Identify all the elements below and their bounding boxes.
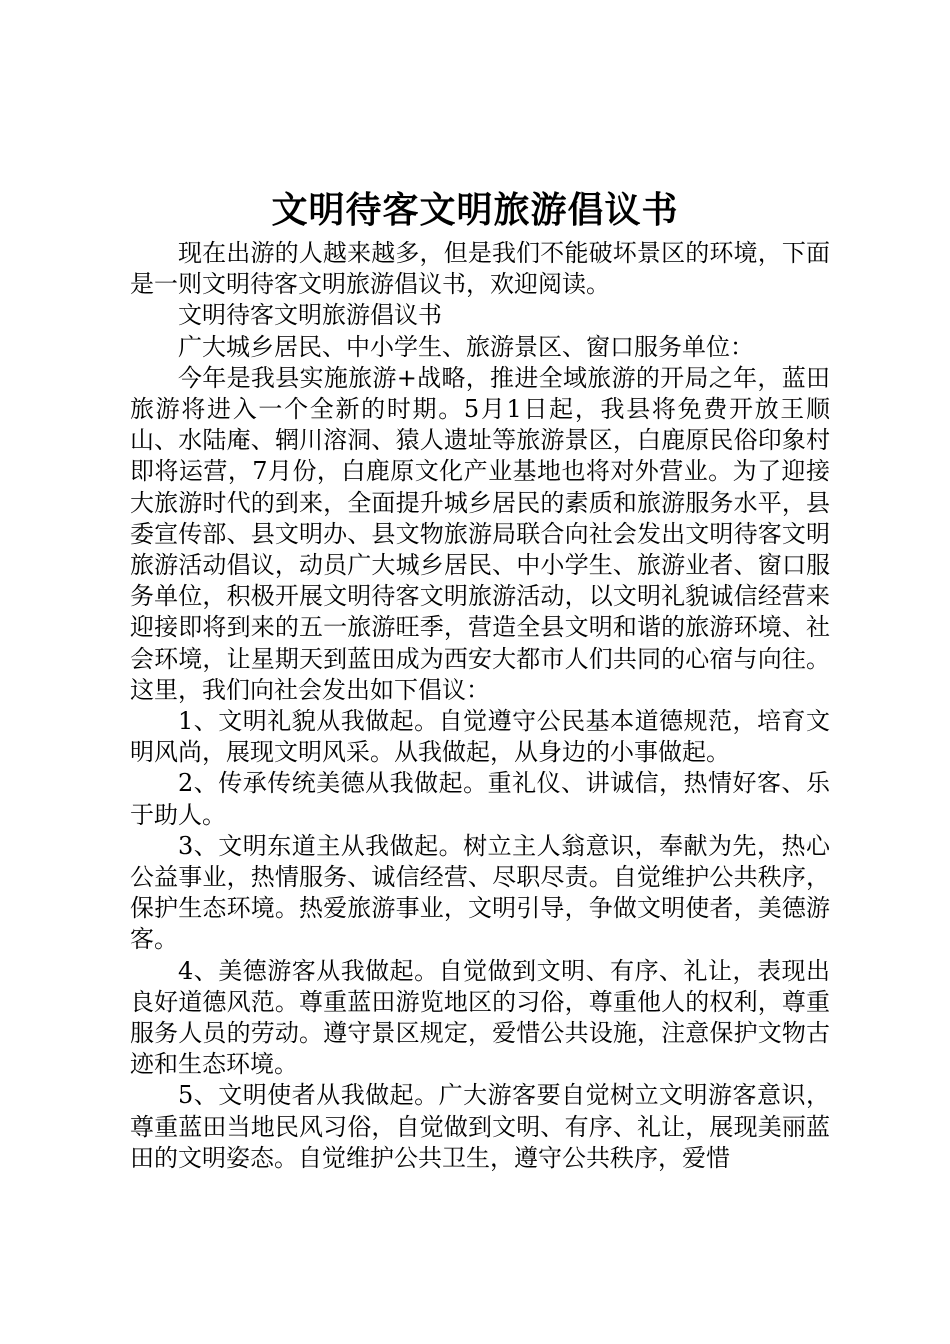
proposal-item-2: 2、传承传统美德从我做起。重礼仪、讲诚信，热情好客、乐于助人。 bbox=[130, 769, 830, 829]
proposal-item-1: 1、文明礼貌从我做起。自觉遵守公民基本道德规范，培育文明风尚，展现文明风采。从我做起，从身边的小事做起。 bbox=[130, 707, 830, 767]
document-body bbox=[130, 238, 830, 1174]
intro-paragraph: 现在出游的人越来越多，但是我们不能破坏景区的环境，下面是一则文明待客文明旅游倡议书，欢迎阅读。 bbox=[130, 239, 830, 299]
proposal-item-3: 3、文明东道主从我做起。树立主人翁意识，奉献为先，热心公益事业，热情服务、诚信经营、尽职尽责。自觉维护公共秩序，保护生态环境。热爱旅游事业，文明引导，争做文明使者，美德游客。 bbox=[130, 831, 830, 954]
proposal-item-4: 4、美德游客从我做起。自觉做到文明、有序、礼让，表现出良好道德风范。尊重蓝田游览地区的习俗，尊重他人的权利，尊重服务人员的劳动。遵守景区规定，爱惜公共设施，注意保护文物古迹和生态环境。 bbox=[130, 956, 830, 1079]
salutation: 广大城乡居民、中小学生、旅游景区、窗口服务单位： bbox=[178, 332, 754, 361]
document-title: 文明待客文明旅游倡议书 bbox=[271, 189, 679, 231]
body-paragraph: 今年是我县实施旅游+战略，推进全域旅游的开局之年，蓝田旅游将进入一个全新的时期。5月1日起，我县将免费开放王顺山、水陆庵、辋川溶洞、猿人遗址等旅游景区，白鹿原民俗印象村即将运营，7月份，白鹿原文化产业基地也将对外营业。为了迎接大旅游时代的到来，全面提升城乡居民的素质和旅游服务水平，县委宣传部、县文明办、县文物旅游局联合向社会发出文明待客文明旅游活动倡议，动员广大城乡居民、中小学生、旅游业者、窗口服务单位，积极开展文明待客文明旅游活动，以文明礼貌诚信经营来迎接即将到来的五一旅游旺季，营造全县文明和谐的旅游环境、社会环境，让星期天到蓝田成为西安大都市人们共同的心宿与向往。这里，我们向社会发出如下倡议： bbox=[130, 363, 830, 704]
proposal-item-5: 5、文明使者从我做起。广大游客要自觉树立文明游客意识，尊重蓝田当地民风习俗，自觉做到文明、有序、礼让，展现美丽蓝田的文明姿态。自觉维护公共卫生，遵守公共秩序，爱惜 bbox=[130, 1081, 830, 1172]
proposal-heading: 文明待客文明旅游倡议书 bbox=[178, 301, 442, 330]
